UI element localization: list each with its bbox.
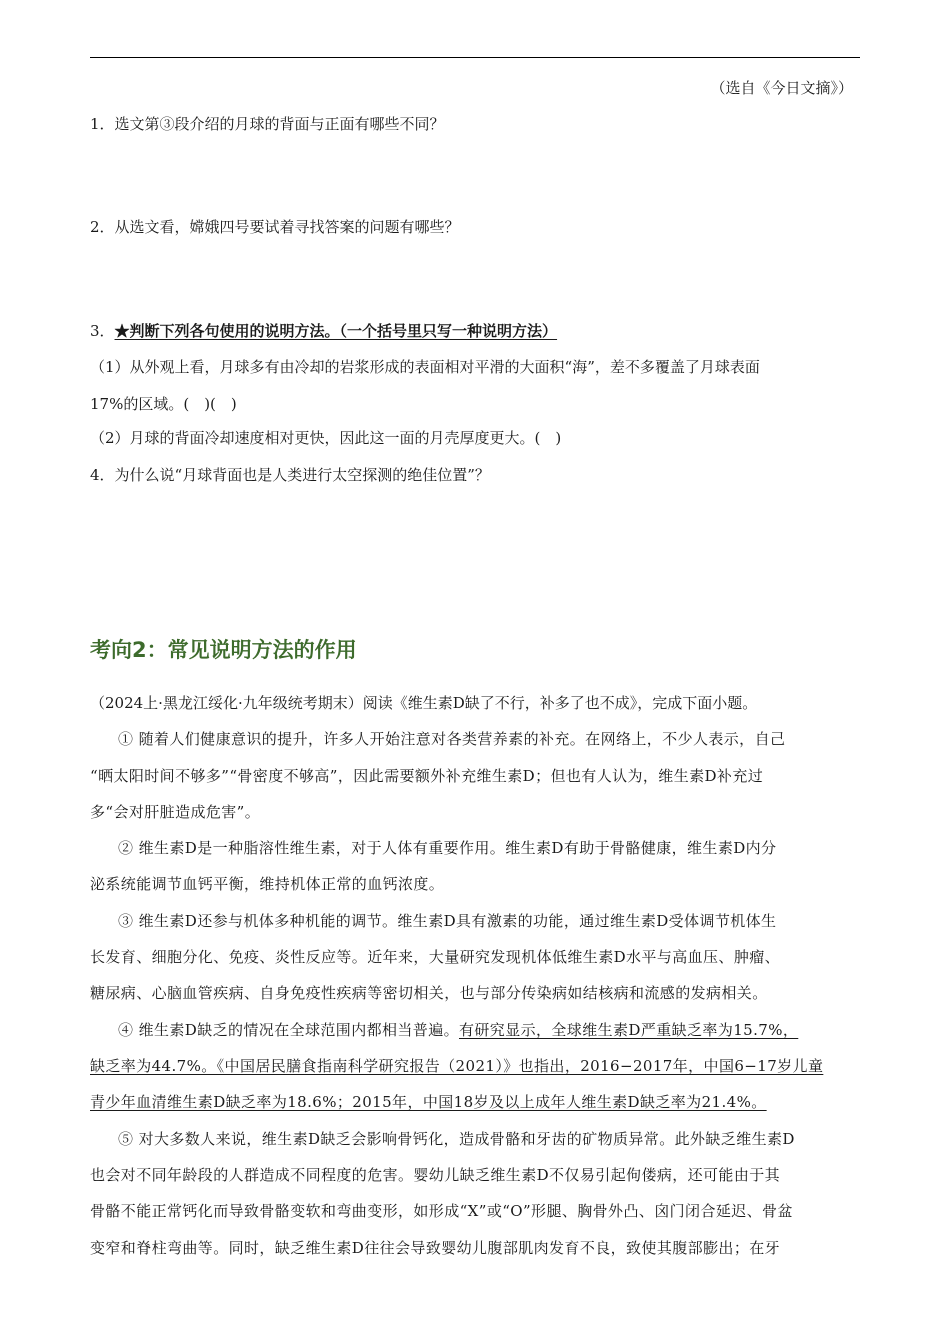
source-note: （选自《今日文摘》） xyxy=(710,79,853,97)
question-3-item-1-line-2: 17%的区域。( )( ) xyxy=(90,395,237,413)
question-2: 2．从选文看，嫦娥四号要试着寻找答案的问题有哪些？ xyxy=(90,218,460,236)
paragraph-4-line-2: 缺乏率为44.7%。《中国居民膳食指南科学研究报告（2021）》也指出，2016−2017年，中国6−17岁儿童 xyxy=(90,1057,824,1075)
paragraph-2-line-1: ② 维生素D是一种脂溶性维生素，对于人体有重要作用。维生素D有助于骨骼健康，维生素D内分 xyxy=(118,839,777,857)
question-3-item-2: （2）月球的背面冷却速度相对更快，因此这一面的月壳厚度更大。( ) xyxy=(90,429,562,447)
question-3-title: ★判断下列各句使用的说明方法。（一个括号里只写一种说明方法） xyxy=(114,322,558,340)
question-3-item-1-line-1: （1）从外观上看，月球多有由冷却的岩浆形成的表面相对平滑的大面积“海”，差不多覆盖了月球表面 xyxy=(90,358,760,376)
paragraph-1-line-2: “晒太阳时间不够多”“骨密度不够高”，因此需要额外补充维生素D；但也有人认为，维生素D补充过 xyxy=(90,767,764,785)
paragraph-4-line-1 xyxy=(118,1020,860,1040)
paragraph-4-underlined: 有研究显示，全球维生素D严重缺乏率为15.7%， xyxy=(459,1021,799,1039)
paragraph-1-line-1: ① 随着人们健康意识的提升，许多人开始注意对各类营养素的补充。在网络上，不少人表示，自己 xyxy=(118,730,786,748)
question-1: 1．选文第③段介绍的月球的背面与正面有哪些不同？ xyxy=(90,115,445,133)
question-4: 4．为什么说“月球背面也是人类进行太空探测的绝佳位置”？ xyxy=(90,466,490,484)
paragraph-3-line-1: ③ 维生素D还参与机体多种机能的调节。维生素D具有激素的功能，通过维生素D受体调节机体生 xyxy=(118,912,777,930)
paragraph-5-line-4: 变窄和脊柱弯曲等。同时，缺乏维生素D往往会导致婴幼儿腹部肌肉发育不良，致使其腹部膨出；在牙 xyxy=(90,1239,781,1257)
paragraph-5-line-1: ⑤ 对大多数人来说，维生素D缺乏会影响骨钙化，造成骨骼和牙齿的矿物质异常。此外缺乏维生素D xyxy=(118,1130,795,1148)
paragraph-4-plain: ④ 维生素D缺乏的情况在全球范围内都相当普遍。 xyxy=(118,1021,459,1039)
section-intro: （2024上·黑龙江绥化·九年级统考期末）阅读《维生素D缺了不行，补多了也不成》，完成下面小题。 xyxy=(90,694,758,712)
paragraph-3-line-2: 长发育、细胞分化、免疫、炎性反应等。近年来，大量研究发现机体低维生素D水平与高血压、肿瘤、 xyxy=(90,948,781,966)
question-3 xyxy=(90,321,860,341)
paragraph-2-line-2: 泌系统能调节血钙平衡，维持机体正常的血钙浓度。 xyxy=(90,875,445,893)
header-rule xyxy=(90,57,860,58)
paragraph-1-line-3: 多“会对肝脏造成危害”。 xyxy=(90,803,261,821)
paragraph-4-line-3: 青少年血清维生素D缺乏率为18.6%；2015年，中国18岁及以上成年人维生素D缺乏率为21.4%。 xyxy=(90,1093,767,1111)
paragraph-3-line-3: 糖尿病、心脑血管疾病、自身免疫性疾病等密切相关，也与部分传染病如结核病和流感的发病相关。 xyxy=(90,984,768,1002)
paragraph-5-line-2: 也会对不同年龄段的人群造成不同程度的危害。婴幼儿缺乏维生素D不仅易引起佝偻病，还可能由于其 xyxy=(90,1166,781,1184)
paragraph-5-line-3: 骨骼不能正常钙化而导致骨骼变软和弯曲变形，如形成“X”或“O”形腿、胸骨外凸、囟门闭合延迟、骨盆 xyxy=(90,1202,793,1220)
section-heading: 考向2：常见说明方法的作用 xyxy=(90,638,357,662)
question-3-number: 3． xyxy=(90,322,115,340)
